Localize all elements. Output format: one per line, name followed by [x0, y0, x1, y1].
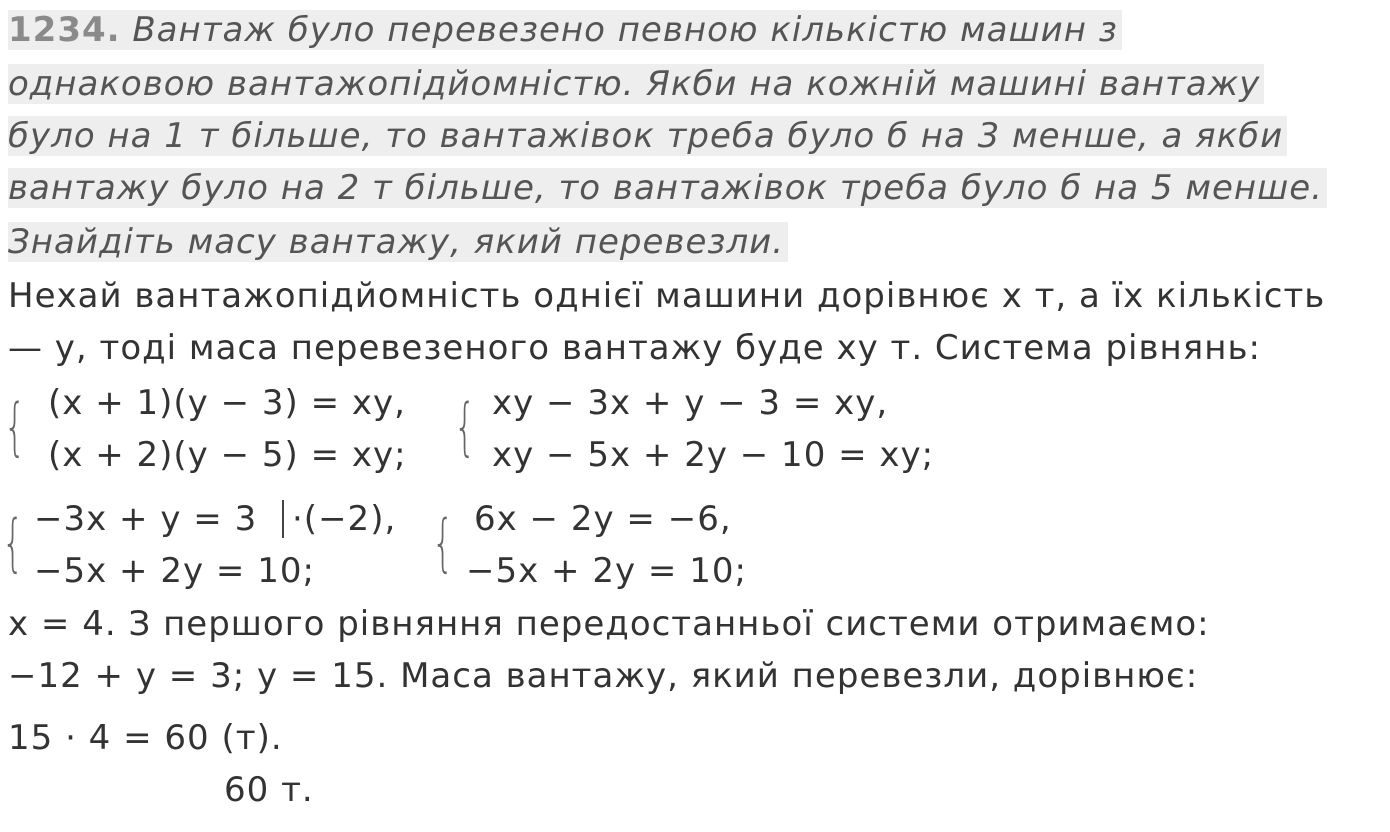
problem-text-1: Вантаж було перевезено певною кількістю машин з: [132, 10, 1118, 50]
problem-number: 1234.: [8, 10, 121, 50]
system-4-eq-1: 6x − 2y = −6,: [474, 499, 732, 539]
brace-system-1: {: [4, 390, 26, 463]
problem-line-5: Знайдіть масу вантажу, який перевезли.: [8, 216, 788, 268]
system-2-eq-2: xy − 5x + 2y − 10 = xy;: [492, 435, 935, 475]
brace-system-3: {: [2, 506, 24, 579]
system-3-eq-1: −3x + y = 3: [34, 499, 258, 539]
system-3-multiplier: ·(−2),: [292, 499, 397, 539]
answer: 60 т.: [224, 770, 314, 810]
problem-line-2: однаковою вантажопідйомністю. Якби на кожній машині вантажу: [8, 58, 1264, 110]
system-1-eq-1: (x + 1)(y − 3) = xy,: [48, 383, 406, 423]
solution-line-x: x = 4. З першого рівняння передостанньої системи отримаємо:: [8, 604, 1210, 644]
solution-line-y: −12 + y = 3; y = 15. Маса вантажу, який перевезли, дорівнює:: [8, 656, 1199, 696]
problem-line-1: [8, 4, 1122, 56]
brace-system-2: {: [454, 390, 476, 463]
multiplier-divider: [282, 500, 284, 538]
brace-system-4: {: [432, 506, 454, 579]
system-1-eq-2: (x + 2)(y − 5) = xy;: [48, 435, 407, 475]
solution-calc: 15 · 4 = 60 (т).: [8, 718, 283, 758]
system-3-eq-2: −5x + 2y = 10;: [34, 551, 315, 591]
solution-intro-1: Нехай вантажопідйомність однієї машини дорівнює x т, а їх кількість: [8, 276, 1326, 316]
system-2-eq-1: xy − 3x + y − 3 = xy,: [492, 383, 889, 423]
system-4-eq-2: −5x + 2y = 10;: [466, 551, 747, 591]
problem-line-4: вантажу було на 2 т більше, то вантажівок треба було б на 5 менше.: [8, 162, 1327, 214]
problem-line-3: було на 1 т більше, то вантажівок треба було б на 3 менше, а якби: [8, 110, 1287, 162]
solution-intro-2: — y, тоді маса перевезеного вантажу буде xy т. Система рівнянь:: [8, 328, 1261, 368]
